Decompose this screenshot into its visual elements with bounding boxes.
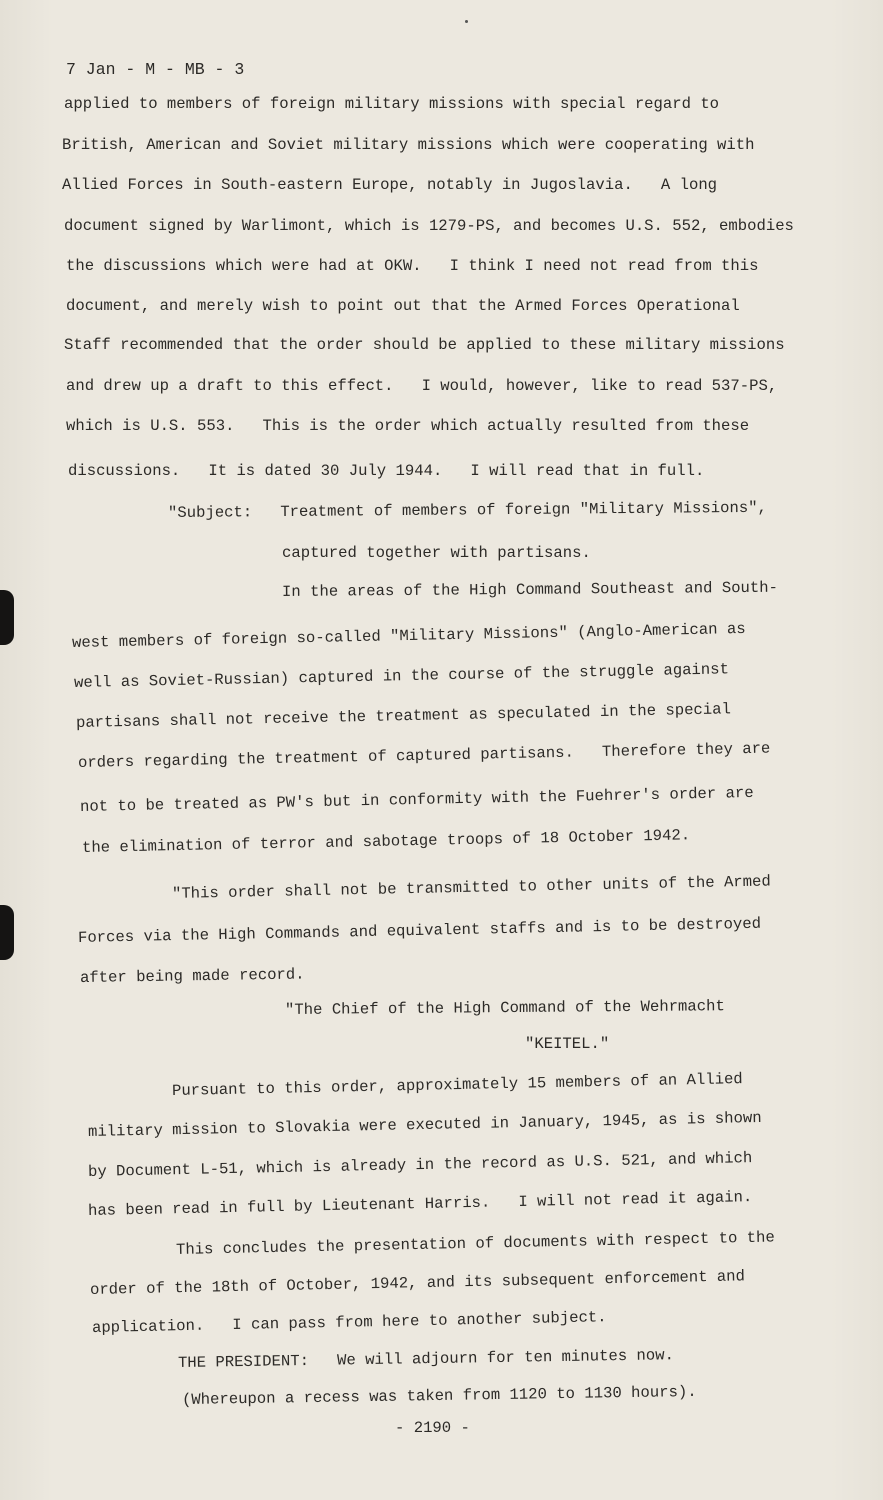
quote-line: not to be treated as PW's but in conformity with the Fuehrer's order are xyxy=(79,783,754,816)
page-header: 7 Jan - M - MB - 3 xyxy=(66,60,245,79)
body-line: the discussions which were had at OKW. I think I need not read from this xyxy=(66,257,759,275)
closing-line: Pursuant to this order, approximately 15 members of an Allied xyxy=(171,1070,743,1100)
quote-line: "This order shall not be transmitted to other units of the Armed xyxy=(171,872,771,903)
ink-speck xyxy=(465,20,468,23)
page-number: - 2190 - xyxy=(395,1419,470,1437)
body-line: discussions. It is dated 30 July 1944. I will read that in full. xyxy=(68,462,705,480)
quote-line: the elimination of terror and sabotage troops of 18 October 1942. xyxy=(81,826,691,857)
body-line: document signed by Warlimont, which is 1279-PS, and becomes U.S. 552, embodies xyxy=(64,217,794,235)
closing-line: application. I can pass from here to another subject. xyxy=(91,1308,607,1337)
closing-line: (Whereupon a recess was taken from 1120 to 1130 hours). xyxy=(181,1382,697,1409)
quote-line: In the areas of the High Command Southeast and South- xyxy=(281,578,779,601)
body-line: Staff recommended that the order should be applied to these military missions xyxy=(64,336,785,354)
body-line: Allied Forces in South-eastern Europe, notably in Jugoslavia. A long xyxy=(62,176,718,194)
quote-line: well as Soviet-Russian) captured in the course of the struggle against xyxy=(73,660,730,692)
quote-line: "Subject: Treatment of members of foreign "Military Missions", xyxy=(167,498,767,522)
binder-hole-mark xyxy=(0,905,14,960)
quote-line: captured together with partisans. xyxy=(282,544,591,562)
quote-line: west members of foreign so-called "Military Missions" (Anglo-American as xyxy=(71,619,746,652)
closing-line: has been read in full by Lieutenant Harris. I will not read it again. xyxy=(87,1188,753,1220)
closing-line: by Document L-51, which is already in the record as U.S. 521, and which xyxy=(87,1149,753,1181)
body-line: and drew up a draft to this effect. I would, however, like to read 537-PS, xyxy=(66,377,778,395)
quote-line: after being made record. xyxy=(79,965,305,987)
quote-line: partisans shall not receive the treatment as speculated in the special xyxy=(75,700,732,732)
body-line: document, and merely wish to point out that the Armed Forces Operational xyxy=(66,297,740,315)
quote-line: Forces via the High Commands and equivalent staffs and is to be destroyed xyxy=(77,914,762,947)
closing-line: order of the 18th of October, 1942, and its subsequent enforcement and xyxy=(89,1267,746,1299)
closing-line: THE PRESIDENT: We will adjourn for ten minutes now. xyxy=(177,1346,675,1372)
body-line: applied to members of foreign military missions with special regard to xyxy=(64,95,720,113)
body-line: British, American and Soviet military missions which were cooperating with xyxy=(62,136,755,154)
binder-hole-mark xyxy=(0,590,14,645)
closing-line: This concludes the presentation of documents with respect to the xyxy=(175,1228,775,1259)
closing-line: military mission to Slovakia were executed in January, 1945, as is shown xyxy=(87,1108,762,1141)
signature-title: "The Chief of the High Command of the Wehrmacht xyxy=(284,997,725,1019)
body-line: which is U.S. 553. This is the order which actually resulted from these xyxy=(66,417,750,435)
signature-name: "KEITEL." xyxy=(525,1035,610,1053)
quote-line: orders regarding the treatment of captured partisans. Therefore they are xyxy=(77,739,771,772)
